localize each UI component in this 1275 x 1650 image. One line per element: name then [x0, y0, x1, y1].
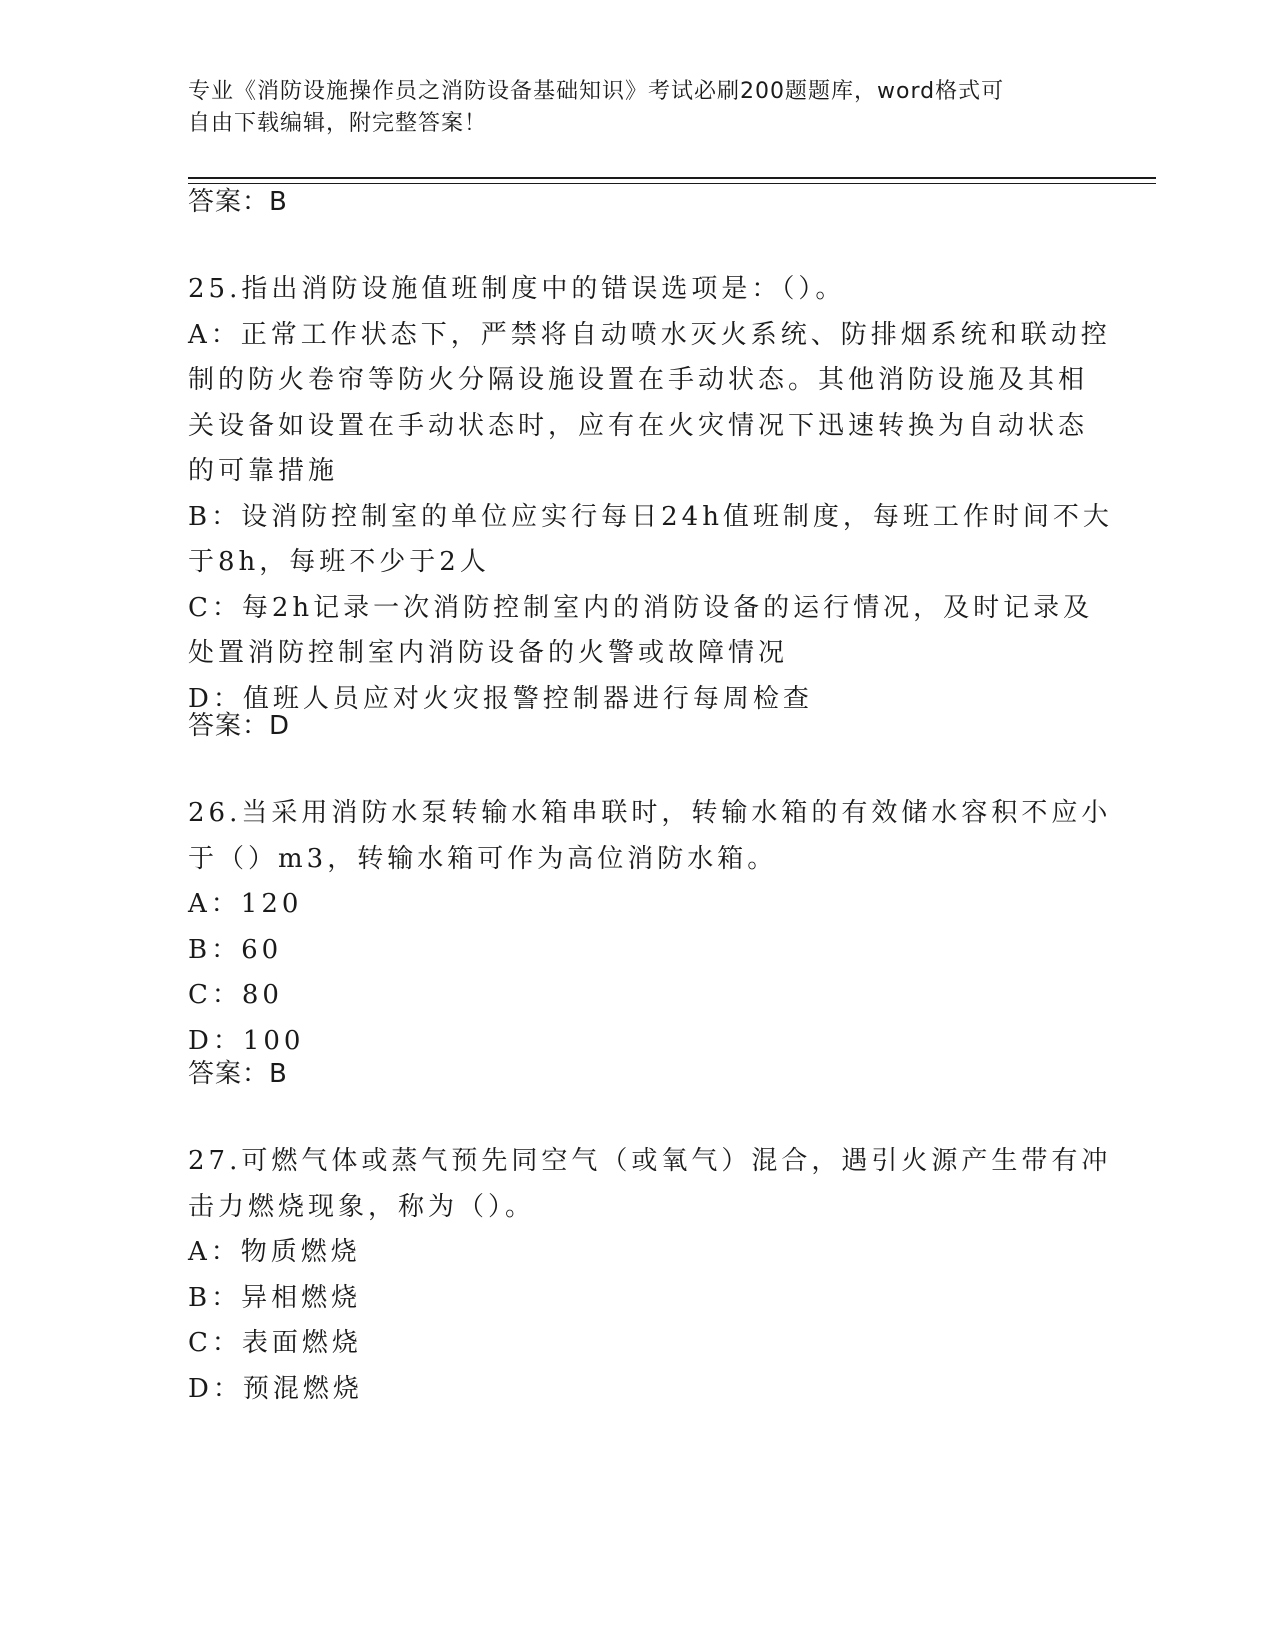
question-25-stem: 25.指出消防设施值班制度中的错误选项是：（）。 [188, 274, 846, 304]
question-27-stem-line-1: 27.可燃气体或蒸气预先同空气（或氧气）混合，遇引火源产生带有冲 [188, 1146, 1112, 1176]
header-line-2: 自由下载编辑，附完整答案！ [188, 111, 488, 136]
previous-answer: 答案：B [188, 187, 288, 217]
question-27 [188, 1139, 1112, 1412]
question-26-answer: 答案：B [188, 1059, 288, 1089]
question-25 [188, 267, 1113, 722]
question-25-option-a-line-2: 制的防火卷帘等防火分隔设施设置在手动状态。其他消防设施及其相 [188, 365, 1089, 395]
header-rule-thin [188, 183, 1156, 184]
question-25-option-b-line-1: B：设消防控制室的单位应实行每日24h值班制度，每班工作时间不大 [188, 501, 1113, 532]
header-line-1: 专业《消防设施操作员之消防设备基础知识》考试必刷200题题库，word格式可 [188, 79, 1005, 104]
question-25-option-b-line-2: 于8h，每班不少于2人 [188, 547, 490, 577]
question-26-option-c: C：80 [188, 980, 283, 1010]
question-26-option-b: B：60 [188, 934, 283, 965]
question-27-option-d: D：预混燃烧 [188, 1373, 363, 1404]
question-27-option-a: A：物质燃烧 [188, 1237, 361, 1267]
question-25-option-a-line-1: A：正常工作状态下，严禁将自动喷水灭火系统、防排烟系统和联动控 [188, 319, 1111, 350]
question-27-stem-line-2: 击力燃烧现象，称为（）。 [188, 1191, 536, 1222]
question-25-option-c-line-1: C：每2h记录一次消防控制室内的消防设备的运行情况，及时记录及 [188, 592, 1094, 623]
header-rule-thick [188, 177, 1156, 179]
question-25-option-c-line-2: 处置消防控制室内消防设备的火警或故障情况 [188, 638, 789, 668]
question-26 [188, 791, 1112, 1064]
question-27-option-c: C：表面燃烧 [188, 1328, 362, 1358]
question-27-option-b: B：异相燃烧 [188, 1282, 362, 1313]
question-25-answer: 答案：D [188, 711, 291, 741]
question-26-option-d: D：100 [188, 1025, 305, 1056]
question-25-option-a-line-3: 关设备如设置在手动状态时，应有在火灾情况下迅速转换为自动状态 [188, 410, 1089, 441]
question-26-option-a: A：120 [188, 889, 303, 919]
question-26-stem-line-1: 26.当采用消防水泵转输水箱串联时，转输水箱的有效储水容积不应小 [188, 798, 1112, 828]
question-25-option-a-line-4: 的可靠措施 [188, 456, 339, 486]
document-header [188, 76, 1068, 140]
question-25-option-d: D：值班人员应对火灾报警控制器进行每周检查 [188, 683, 813, 714]
question-26-stem-line-2: 于（）m3，转输水箱可作为高位消防水箱。 [188, 843, 778, 874]
